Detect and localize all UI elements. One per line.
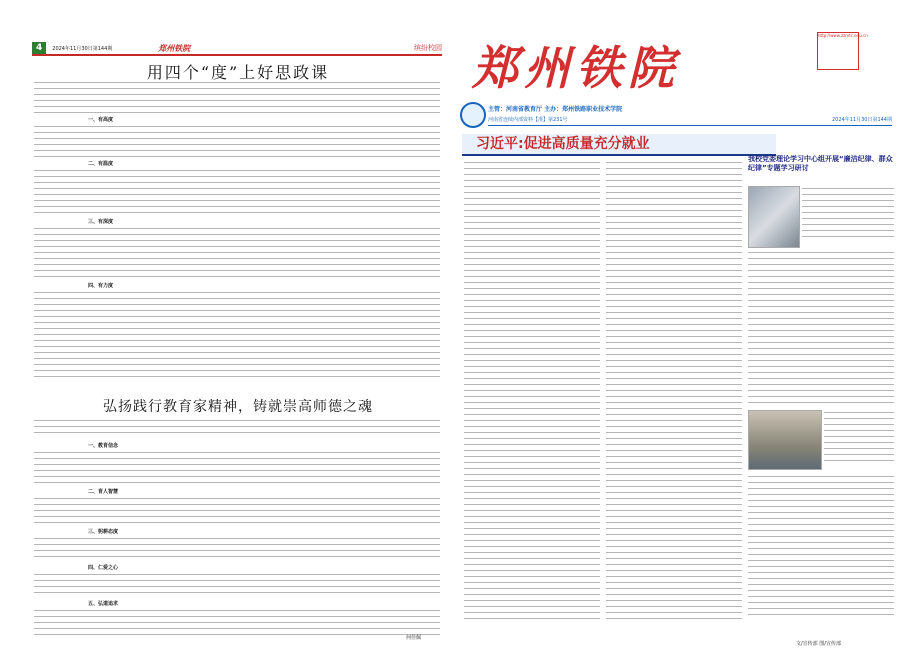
article-2-body-3: [34, 498, 440, 528]
article-1-body-4: [34, 228, 440, 282]
left-page: [28, 0, 446, 650]
article-2-body-2: [34, 452, 440, 488]
page-number: 4: [32, 42, 46, 54]
article-2-body: [34, 420, 440, 438]
side-article-title: 我校党委理论学习中心组开展“廉洁纪律、群众纪律”专题学习研讨: [748, 155, 893, 172]
issue-info: [488, 104, 892, 122]
issue-date: 2024年11月30日第144期: [52, 45, 113, 52]
article-1-body-2: [34, 126, 440, 162]
article-1-body: [34, 82, 440, 118]
lead-article-col1: [464, 162, 600, 624]
article-1-body-3: [34, 170, 440, 218]
headline-four-degrees: 用四个“度”上好思政课: [146, 63, 330, 82]
side-article-text-4: [748, 476, 894, 620]
subhead-9: 五、弘道追求: [88, 601, 119, 607]
section-title: 缤纷校园: [414, 44, 442, 52]
subhead-1: 一、有高度: [88, 117, 114, 123]
side-article-text-1: [802, 188, 894, 242]
subhead-8: 四、仁爱之心: [88, 565, 119, 571]
left-masthead: 郑州铁院: [158, 42, 191, 53]
sponsor-line: 主管：河南省教育厅 主办：郑州铁路职业技术学院: [488, 106, 623, 113]
left-byline: 何佳佩: [406, 635, 422, 641]
article-2-body-4: [34, 538, 440, 562]
subhead-7: 三、躬耕态度: [88, 529, 119, 535]
lead-article-col2: [606, 162, 742, 624]
school-emblem-icon: [460, 102, 486, 128]
subhead-3: 三、有深度: [88, 219, 114, 225]
article-2-body-5: [34, 574, 440, 598]
url-text: http://www.zzrvtc.edu.cn: [818, 33, 868, 38]
side-article-text-3: [824, 412, 894, 466]
lead-headline: 习近平:促进高质量充分就业: [462, 134, 776, 156]
side-byline: 文/宣传部 图/宣传部: [796, 641, 841, 647]
side-photo-2: [748, 410, 822, 470]
side-article-text-2: [748, 252, 894, 408]
issue-numbers: [488, 116, 892, 126]
side-photo-1: [748, 186, 800, 248]
subhead-5: 一、教育信念: [88, 443, 119, 449]
subhead-4: 四、有力度: [88, 283, 114, 289]
left-page-header: [32, 42, 442, 56]
right-page: [452, 0, 898, 650]
issue-registration: 河南省连续内部资料【准】第231号: [488, 117, 568, 123]
subhead-2: 二、有温度: [88, 161, 114, 167]
article-2-body-6: [34, 610, 440, 640]
article-1-body-5: [34, 292, 440, 382]
headline-educator-spirit: 弘扬践行教育家精神，铸就崇高师德之魂: [103, 399, 373, 415]
subhead-6: 二、育人智慧: [88, 489, 119, 495]
issue-date-right: 2024年11月30日第144期: [832, 117, 892, 123]
url-box: [817, 32, 868, 70]
masthead-logo: 郑州铁院: [472, 41, 680, 95]
